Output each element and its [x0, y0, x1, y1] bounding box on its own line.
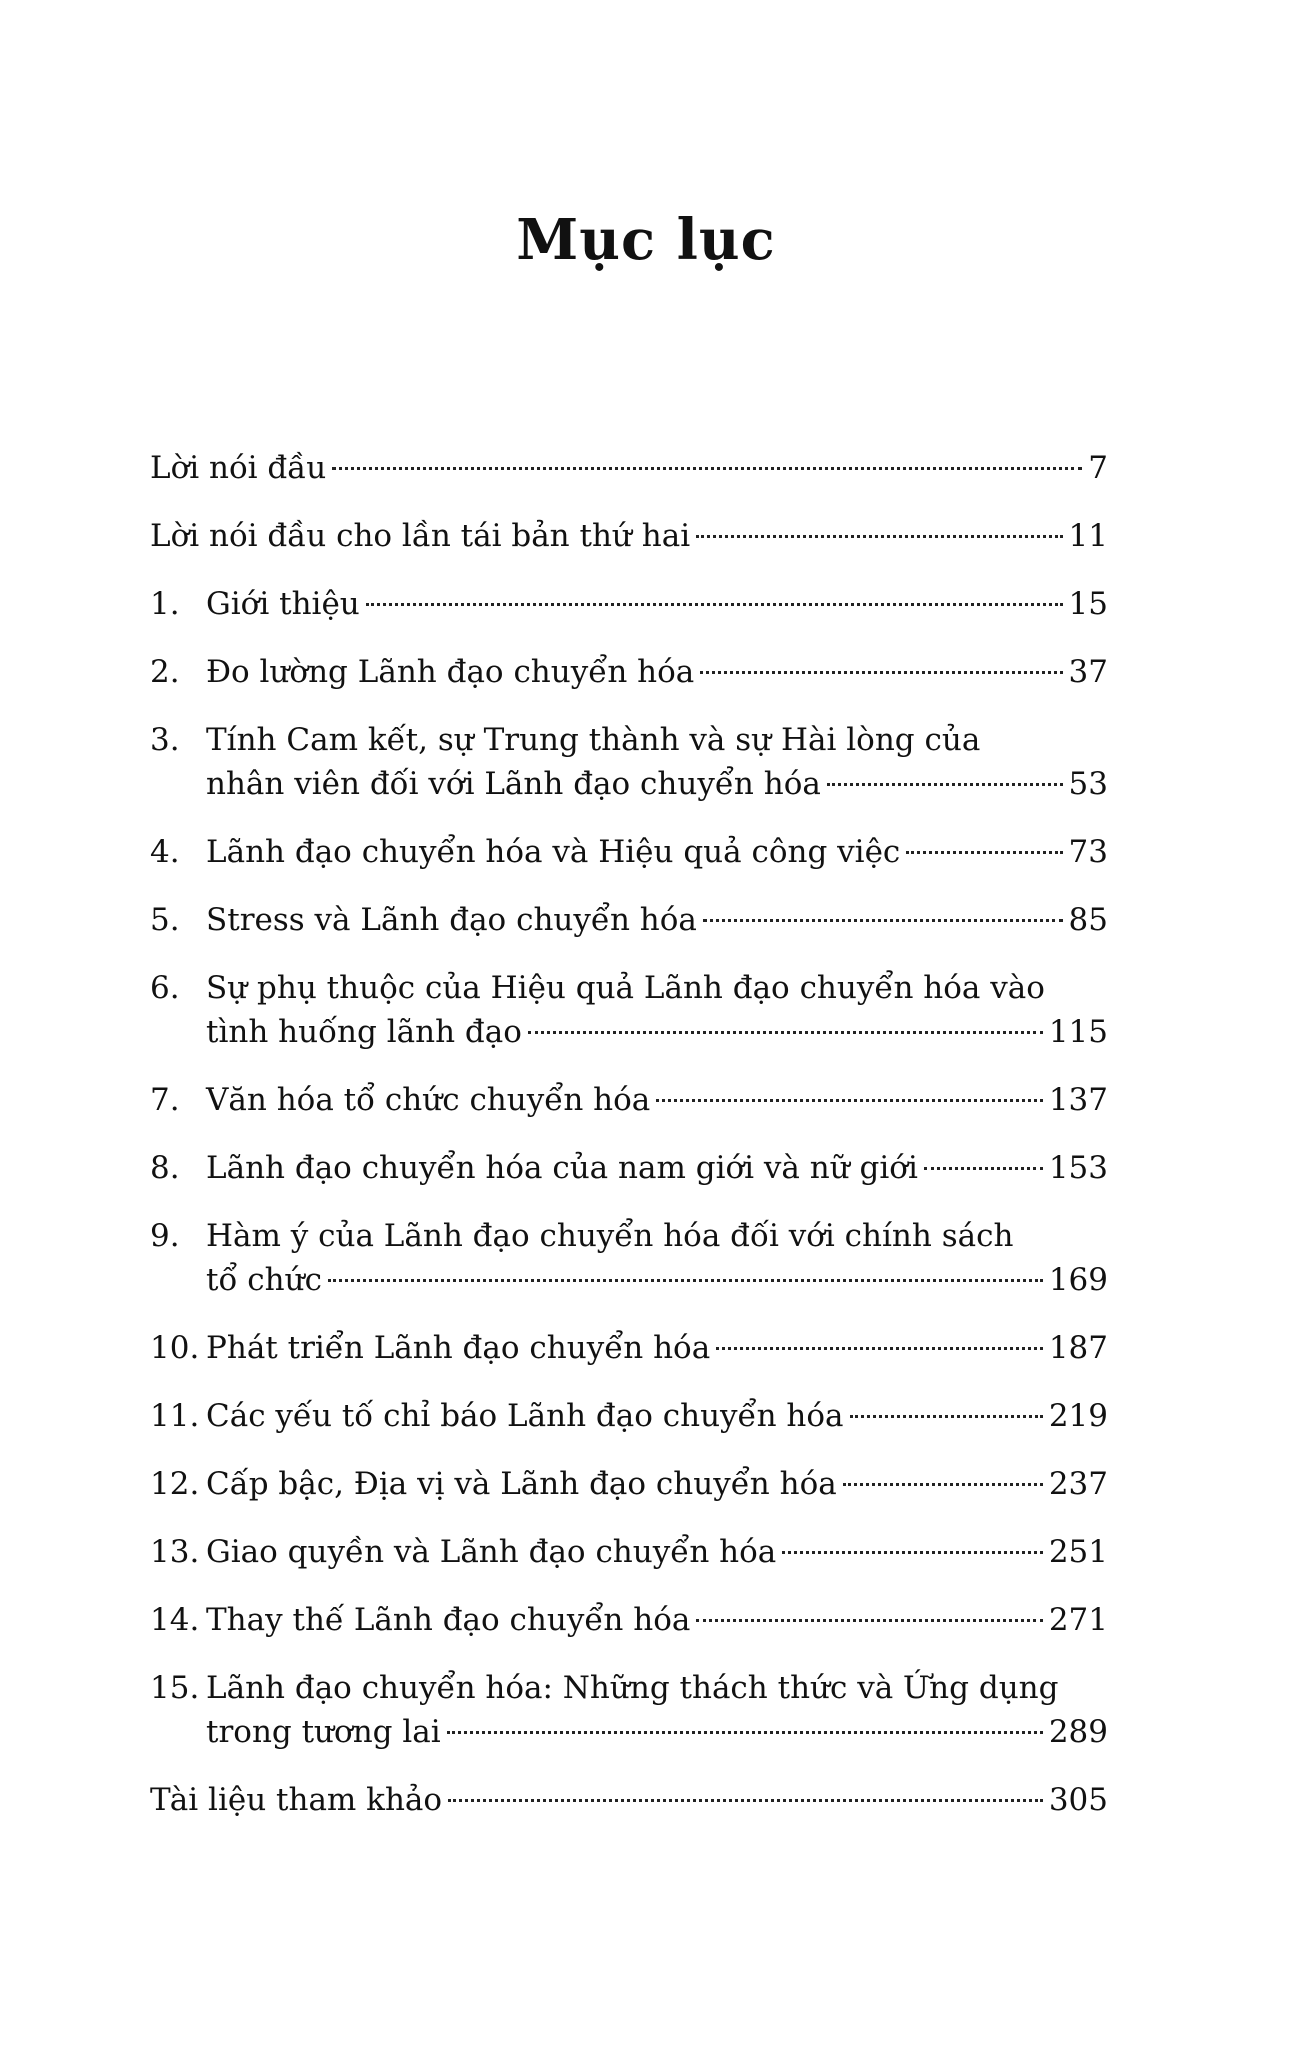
toc-entry-number: 6. — [150, 970, 180, 1006]
toc-entry-page-number: 37 — [1068, 654, 1108, 690]
toc-entry-page-number: 289 — [1048, 1714, 1108, 1750]
toc-entry-number: 5. — [150, 902, 180, 938]
dot-leader — [696, 535, 1062, 538]
toc-entry-page-number: 219 — [1048, 1398, 1108, 1434]
toc-entry-title-row — [206, 1078, 1108, 1122]
toc-entry — [150, 718, 1108, 806]
toc-entry-title-row — [206, 1010, 1108, 1054]
toc-entry-body — [206, 898, 1108, 942]
dot-leader — [328, 1279, 1043, 1282]
toc-entry — [150, 514, 1108, 558]
toc-entry-title: Lãnh đạo chuyển hóa và Hiệu quả công việc — [206, 834, 901, 870]
toc-entry-number: 14. — [150, 1602, 200, 1638]
toc-entry-body — [150, 1778, 1108, 1822]
toc-entry-body — [206, 1462, 1108, 1506]
toc-entry — [150, 1326, 1108, 1370]
toc-entry — [150, 1078, 1108, 1122]
toc-entry-body — [206, 650, 1108, 694]
toc-entry-page-number: 137 — [1048, 1082, 1108, 1118]
toc-entry-page-number: 305 — [1048, 1782, 1108, 1818]
toc-entry — [150, 1394, 1108, 1438]
toc-entry-body — [206, 582, 1108, 626]
toc-entry-title: Văn hóa tổ chức chuyển hóa — [206, 1082, 651, 1118]
toc-entry-title-row — [206, 898, 1108, 942]
toc-entry-number: 11. — [150, 1398, 200, 1434]
page-title: Mục lục — [516, 207, 776, 273]
dot-leader — [366, 603, 1063, 606]
toc-entry-number: 2. — [150, 654, 180, 690]
toc-entry — [150, 1666, 1108, 1754]
toc-entry-number: 4. — [150, 834, 180, 870]
toc-entry-body — [206, 1146, 1108, 1190]
toc-entry-body — [206, 1530, 1108, 1574]
toc-entry-title: tổ chức — [206, 1262, 322, 1298]
toc-entry-body — [206, 1666, 1108, 1754]
toc-entry-number: 12. — [150, 1466, 200, 1502]
toc-entry-number: 8. — [150, 1150, 180, 1186]
toc-entry-title-row — [206, 650, 1108, 694]
dot-leader — [703, 919, 1063, 922]
toc-entry-body — [206, 966, 1108, 1054]
toc-entry-body — [206, 1598, 1108, 1642]
toc-entry-title-line-1: Sự phụ thuộc của Hiệu quả Lãnh đạo chuyển hóa vào — [206, 970, 1045, 1006]
toc-entry — [150, 446, 1108, 490]
toc-entry-body — [150, 514, 1108, 558]
toc-entry-title: Giao quyền và Lãnh đạo chuyển hóa — [206, 1534, 777, 1570]
toc-entry-title: Tài liệu tham khảo — [150, 1782, 443, 1818]
toc-entry-title-row — [150, 1778, 1108, 1822]
toc-entry-title-row — [206, 1146, 1108, 1190]
toc-entry-body — [206, 830, 1108, 874]
toc-entry — [150, 1462, 1108, 1506]
toc-entry — [150, 898, 1108, 942]
toc-entry-title-row — [206, 830, 1108, 874]
toc-entry-body — [206, 718, 1108, 806]
toc-entry-title: tình huống lãnh đạo — [206, 1014, 522, 1050]
toc-entry — [150, 966, 1108, 1054]
toc-entry-title: Lời nói đầu cho lần tái bản thứ hai — [150, 518, 691, 554]
table-of-contents — [150, 446, 1108, 1846]
toc-entry-page-number: 169 — [1048, 1262, 1108, 1298]
dot-leader — [700, 671, 1062, 674]
toc-entry-title-row — [206, 1258, 1108, 1302]
toc-entry — [150, 582, 1108, 626]
dot-leader — [528, 1031, 1043, 1034]
toc-entry-page-number: 237 — [1048, 1466, 1108, 1502]
toc-entry-number: 15. — [150, 1670, 200, 1706]
toc-entry-number: 10. — [150, 1330, 200, 1366]
toc-entry-page-number: 187 — [1048, 1330, 1108, 1366]
toc-entry — [150, 830, 1108, 874]
dot-leader — [843, 1483, 1043, 1486]
toc-entry-title-line-1: Hàm ý của Lãnh đạo chuyển hóa đối với chính sách — [206, 1218, 1014, 1254]
dot-leader — [656, 1099, 1043, 1102]
toc-entry-title-line-1: Tính Cam kết, sự Trung thành và sự Hài lòng của — [206, 722, 981, 758]
toc-entry-title: Phát triển Lãnh đạo chuyển hóa — [206, 1330, 711, 1366]
dot-leader — [782, 1551, 1043, 1554]
toc-entry-title: Giới thiệu — [206, 586, 360, 622]
toc-entry-title-row — [206, 1530, 1108, 1574]
dot-leader — [696, 1619, 1042, 1622]
toc-entry-number: 1. — [150, 586, 180, 622]
toc-entry-body — [206, 1394, 1108, 1438]
dot-leader — [716, 1347, 1043, 1350]
toc-entry-title-row — [150, 446, 1108, 490]
toc-entry-title-row — [206, 762, 1108, 806]
toc-entry-title: Các yếu tố chỉ báo Lãnh đạo chuyển hóa — [206, 1398, 844, 1434]
toc-entry — [150, 1778, 1108, 1822]
toc-entry-page-number: 11 — [1068, 518, 1108, 554]
dot-leader — [924, 1167, 1043, 1170]
toc-entry-body — [206, 1214, 1108, 1302]
toc-entry-number: 3. — [150, 722, 180, 758]
toc-entry-page-number: 115 — [1048, 1014, 1108, 1050]
toc-entry-body — [206, 1078, 1108, 1122]
dot-leader — [850, 1415, 1043, 1418]
dot-leader — [448, 1799, 1043, 1802]
toc-entry-page-number: 53 — [1068, 766, 1108, 802]
toc-entry-title-row — [206, 1326, 1108, 1370]
toc-entry — [150, 1214, 1108, 1302]
dot-leader — [827, 783, 1063, 786]
toc-entry-page-number: 73 — [1068, 834, 1108, 870]
dot-leader — [906, 851, 1062, 854]
toc-entry-title: Stress và Lãnh đạo chuyển hóa — [206, 902, 697, 938]
toc-entry-page-number: 15 — [1068, 586, 1108, 622]
toc-entry-title: Lãnh đạo chuyển hóa của nam giới và nữ giới — [206, 1150, 918, 1186]
toc-entry-title-row — [206, 1598, 1108, 1642]
toc-entry-title: trong tương lai — [206, 1714, 441, 1750]
toc-entry-title-row — [150, 514, 1108, 558]
toc-entry-page-number: 7 — [1088, 450, 1108, 486]
toc-entry-title-row — [206, 1394, 1108, 1438]
toc-entry-body — [206, 1326, 1108, 1370]
toc-entry-page-number: 251 — [1048, 1534, 1108, 1570]
toc-entry-number: 13. — [150, 1534, 200, 1570]
dot-leader — [447, 1731, 1043, 1734]
toc-entry-title: nhân viên đối với Lãnh đạo chuyển hóa — [206, 766, 821, 802]
toc-entry-title: Đo lường Lãnh đạo chuyển hóa — [206, 654, 695, 690]
toc-entry — [150, 1598, 1108, 1642]
toc-entry-title-line-1: Lãnh đạo chuyển hóa: Những thách thức và Ứng dụng — [206, 1670, 1059, 1706]
toc-entry-title-row — [206, 582, 1108, 626]
toc-entry-page-number: 153 — [1048, 1150, 1108, 1186]
toc-entry — [150, 1146, 1108, 1190]
toc-entry-number: 9. — [150, 1218, 180, 1254]
toc-entry-title-row — [206, 1462, 1108, 1506]
dot-leader — [332, 467, 1082, 470]
toc-entry — [150, 650, 1108, 694]
toc-entry-number: 7. — [150, 1082, 180, 1118]
toc-entry-title: Lời nói đầu — [150, 450, 327, 486]
toc-entry-title: Thay thế Lãnh đạo chuyển hóa — [206, 1602, 691, 1638]
toc-entry-title: Cấp bậc, Địa vị và Lãnh đạo chuyển hóa — [206, 1466, 837, 1502]
toc-entry-page-number: 85 — [1068, 902, 1108, 938]
toc-entry-title-row — [206, 1710, 1108, 1754]
toc-entry-page-number: 271 — [1048, 1602, 1108, 1638]
toc-entry — [150, 1530, 1108, 1574]
toc-entry-body — [150, 446, 1108, 490]
